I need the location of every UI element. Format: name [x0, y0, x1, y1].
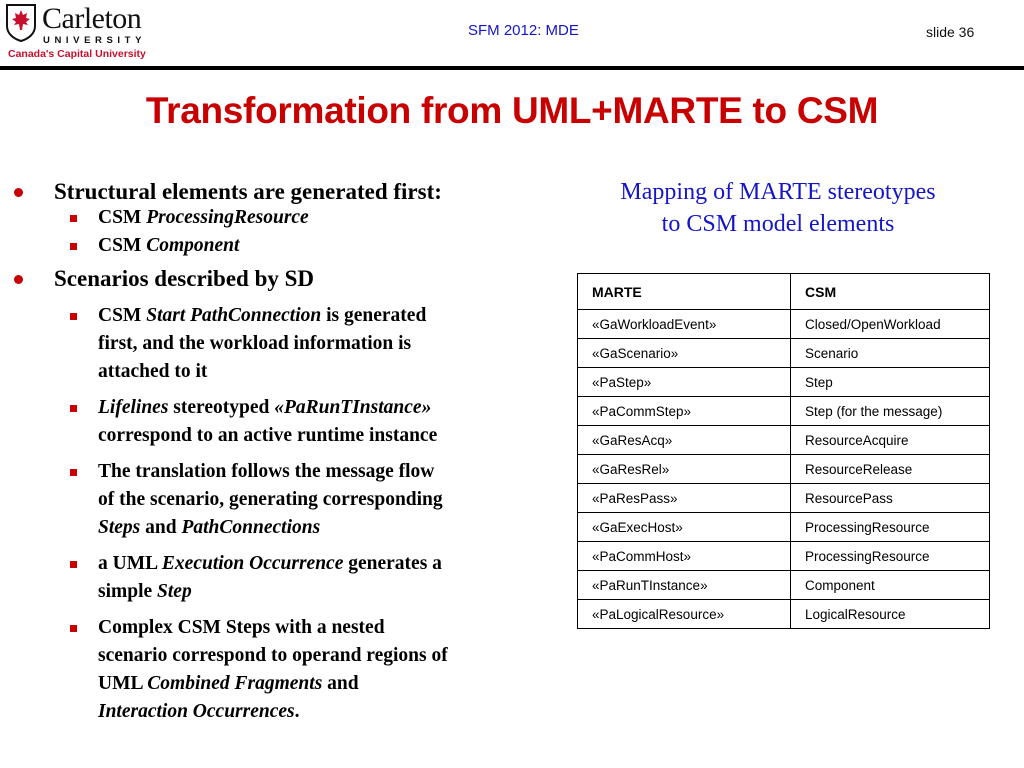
sub-bullet-italic: ProcessingResource — [146, 207, 309, 228]
marte-cell: «PaCommHost» — [578, 542, 791, 571]
sub-bullet-text: scenario correspond to operand regions of — [98, 645, 448, 666]
table-row — [578, 600, 990, 629]
sub-bullet-italic: Execution Occurrence — [161, 553, 344, 574]
bullet-structural — [14, 178, 574, 206]
sub-bullet — [14, 614, 574, 726]
logo-name: Carleton — [42, 2, 142, 35]
bullet-list — [14, 178, 574, 726]
sub-bullet-text: a UML — [98, 553, 162, 574]
marte-cell: «GaResAcq» — [578, 426, 791, 455]
caption-line: to CSM model elements — [661, 211, 895, 237]
shield-icon — [6, 4, 36, 42]
csm-cell: Closed/OpenWorkload — [791, 310, 990, 339]
sub-bullet-text: stereotyped — [168, 397, 275, 418]
sub-bullet-italic: Interaction Occurrences — [98, 701, 295, 722]
marte-cell: «GaWorkloadEvent» — [578, 310, 791, 339]
square-bullet-icon — [70, 243, 77, 250]
sub-bullet-text: and — [140, 517, 182, 538]
sub-bullet-text: of the scenario, generating corresponding — [98, 489, 443, 510]
table-row — [578, 484, 990, 513]
sub-bullet-italic: Lifelines — [98, 397, 169, 418]
carleton-logo — [6, 4, 156, 62]
marte-cell: «PaResPass» — [578, 484, 791, 513]
marte-cell: «PaLogicalResource» — [578, 600, 791, 629]
column-header-marte: MARTE — [578, 274, 791, 310]
sub-bullet — [14, 302, 574, 386]
bullet-dot-icon — [14, 275, 23, 284]
sub-bullet — [14, 458, 574, 542]
csm-cell: LogicalResource — [791, 600, 990, 629]
sub-bullet-italic: «PaRunTInstance» — [274, 397, 432, 418]
table-row — [578, 368, 990, 397]
sub-bullet-text: is generated — [321, 305, 427, 326]
mapping-table — [577, 273, 990, 629]
sub-bullet-italic: Step — [157, 581, 192, 602]
table-row — [578, 455, 990, 484]
csm-cell: Step — [791, 368, 990, 397]
sub-bullet-text: and — [322, 673, 359, 694]
sub-bullet-text: CSM — [98, 235, 147, 256]
marte-cell: «PaCommStep» — [578, 397, 791, 426]
marte-cell: «GaScenario» — [578, 339, 791, 368]
sub-bullet-italic: Combined Fragments — [147, 673, 323, 694]
marte-cell: «GaExecHost» — [578, 513, 791, 542]
csm-cell: Step (for the message) — [791, 397, 990, 426]
bullet-text: Structural elements are generated first: — [54, 179, 442, 204]
bullet-text: Scenarios described by SD — [54, 266, 315, 291]
table-row — [578, 571, 990, 600]
bullet-dot-icon — [14, 188, 23, 197]
table-caption — [578, 176, 978, 240]
sub-bullet — [14, 550, 574, 606]
slide-title: Transformation from UML+MARTE to CSM — [145, 90, 879, 131]
sub-bullet-text: The translation follows the message flow — [98, 461, 435, 482]
csm-cell: Scenario — [791, 339, 990, 368]
square-bullet-icon — [70, 215, 77, 222]
square-bullet-icon — [70, 469, 77, 476]
sub-bullet — [14, 204, 574, 232]
marte-cell: «PaStep» — [578, 368, 791, 397]
square-bullet-icon — [70, 313, 77, 320]
square-bullet-icon — [70, 561, 77, 568]
csm-cell: ResourceAcquire — [791, 426, 990, 455]
bullet-scenarios — [14, 265, 574, 293]
sub-bullet-text: CSM — [98, 207, 147, 228]
table-row — [578, 542, 990, 571]
csm-cell: ResourceRelease — [791, 455, 990, 484]
square-bullet-icon — [70, 625, 77, 632]
sub-bullet — [14, 394, 574, 450]
table-row — [578, 426, 990, 455]
sub-bullet-italic: Component — [146, 235, 240, 256]
marte-cell: «PaRunTInstance» — [578, 571, 791, 600]
table-row — [578, 310, 990, 339]
logo-university: UNIVERSITY — [43, 35, 147, 46]
caption-line: Mapping of MARTE stereotypes — [620, 179, 936, 205]
table-row — [578, 339, 990, 368]
table-header-row — [578, 274, 990, 310]
slide-number: slide 36 — [926, 24, 975, 40]
deck-title: SFM 2012: MDE — [468, 22, 579, 39]
sub-bullet-text: UML — [98, 673, 148, 694]
column-header-csm: CSM — [791, 274, 990, 310]
square-bullet-icon — [70, 405, 77, 412]
header-divider — [0, 66, 1024, 70]
sub-bullet-italic: Start PathConnection — [146, 305, 322, 326]
table-row — [578, 397, 990, 426]
sub-bullet-text: CSM — [98, 305, 147, 326]
table-row — [578, 513, 990, 542]
sub-bullet-text: Complex CSM Steps with a nested — [98, 617, 385, 638]
csm-cell: Component — [791, 571, 990, 600]
sub-bullet-text: generates a — [343, 553, 442, 574]
sub-bullet — [14, 232, 574, 260]
sub-bullet-text: first, and the workload information is — [98, 333, 412, 354]
sub-bullet-text: attached to it — [98, 361, 208, 382]
sub-bullet-italic: PathConnections — [181, 517, 321, 538]
csm-cell: ResourcePass — [791, 484, 990, 513]
sub-bullet-text: . — [294, 701, 300, 722]
sub-bullet-text: simple — [98, 581, 158, 602]
csm-cell: ProcessingResource — [791, 542, 990, 571]
marte-cell: «GaResRel» — [578, 455, 791, 484]
csm-cell: ProcessingResource — [791, 513, 990, 542]
sub-bullet-italic: Steps — [98, 517, 141, 538]
logo-tagline: Canada's Capital University — [8, 48, 146, 60]
sub-bullet-text: correspond to an active runtime instance — [98, 425, 438, 446]
